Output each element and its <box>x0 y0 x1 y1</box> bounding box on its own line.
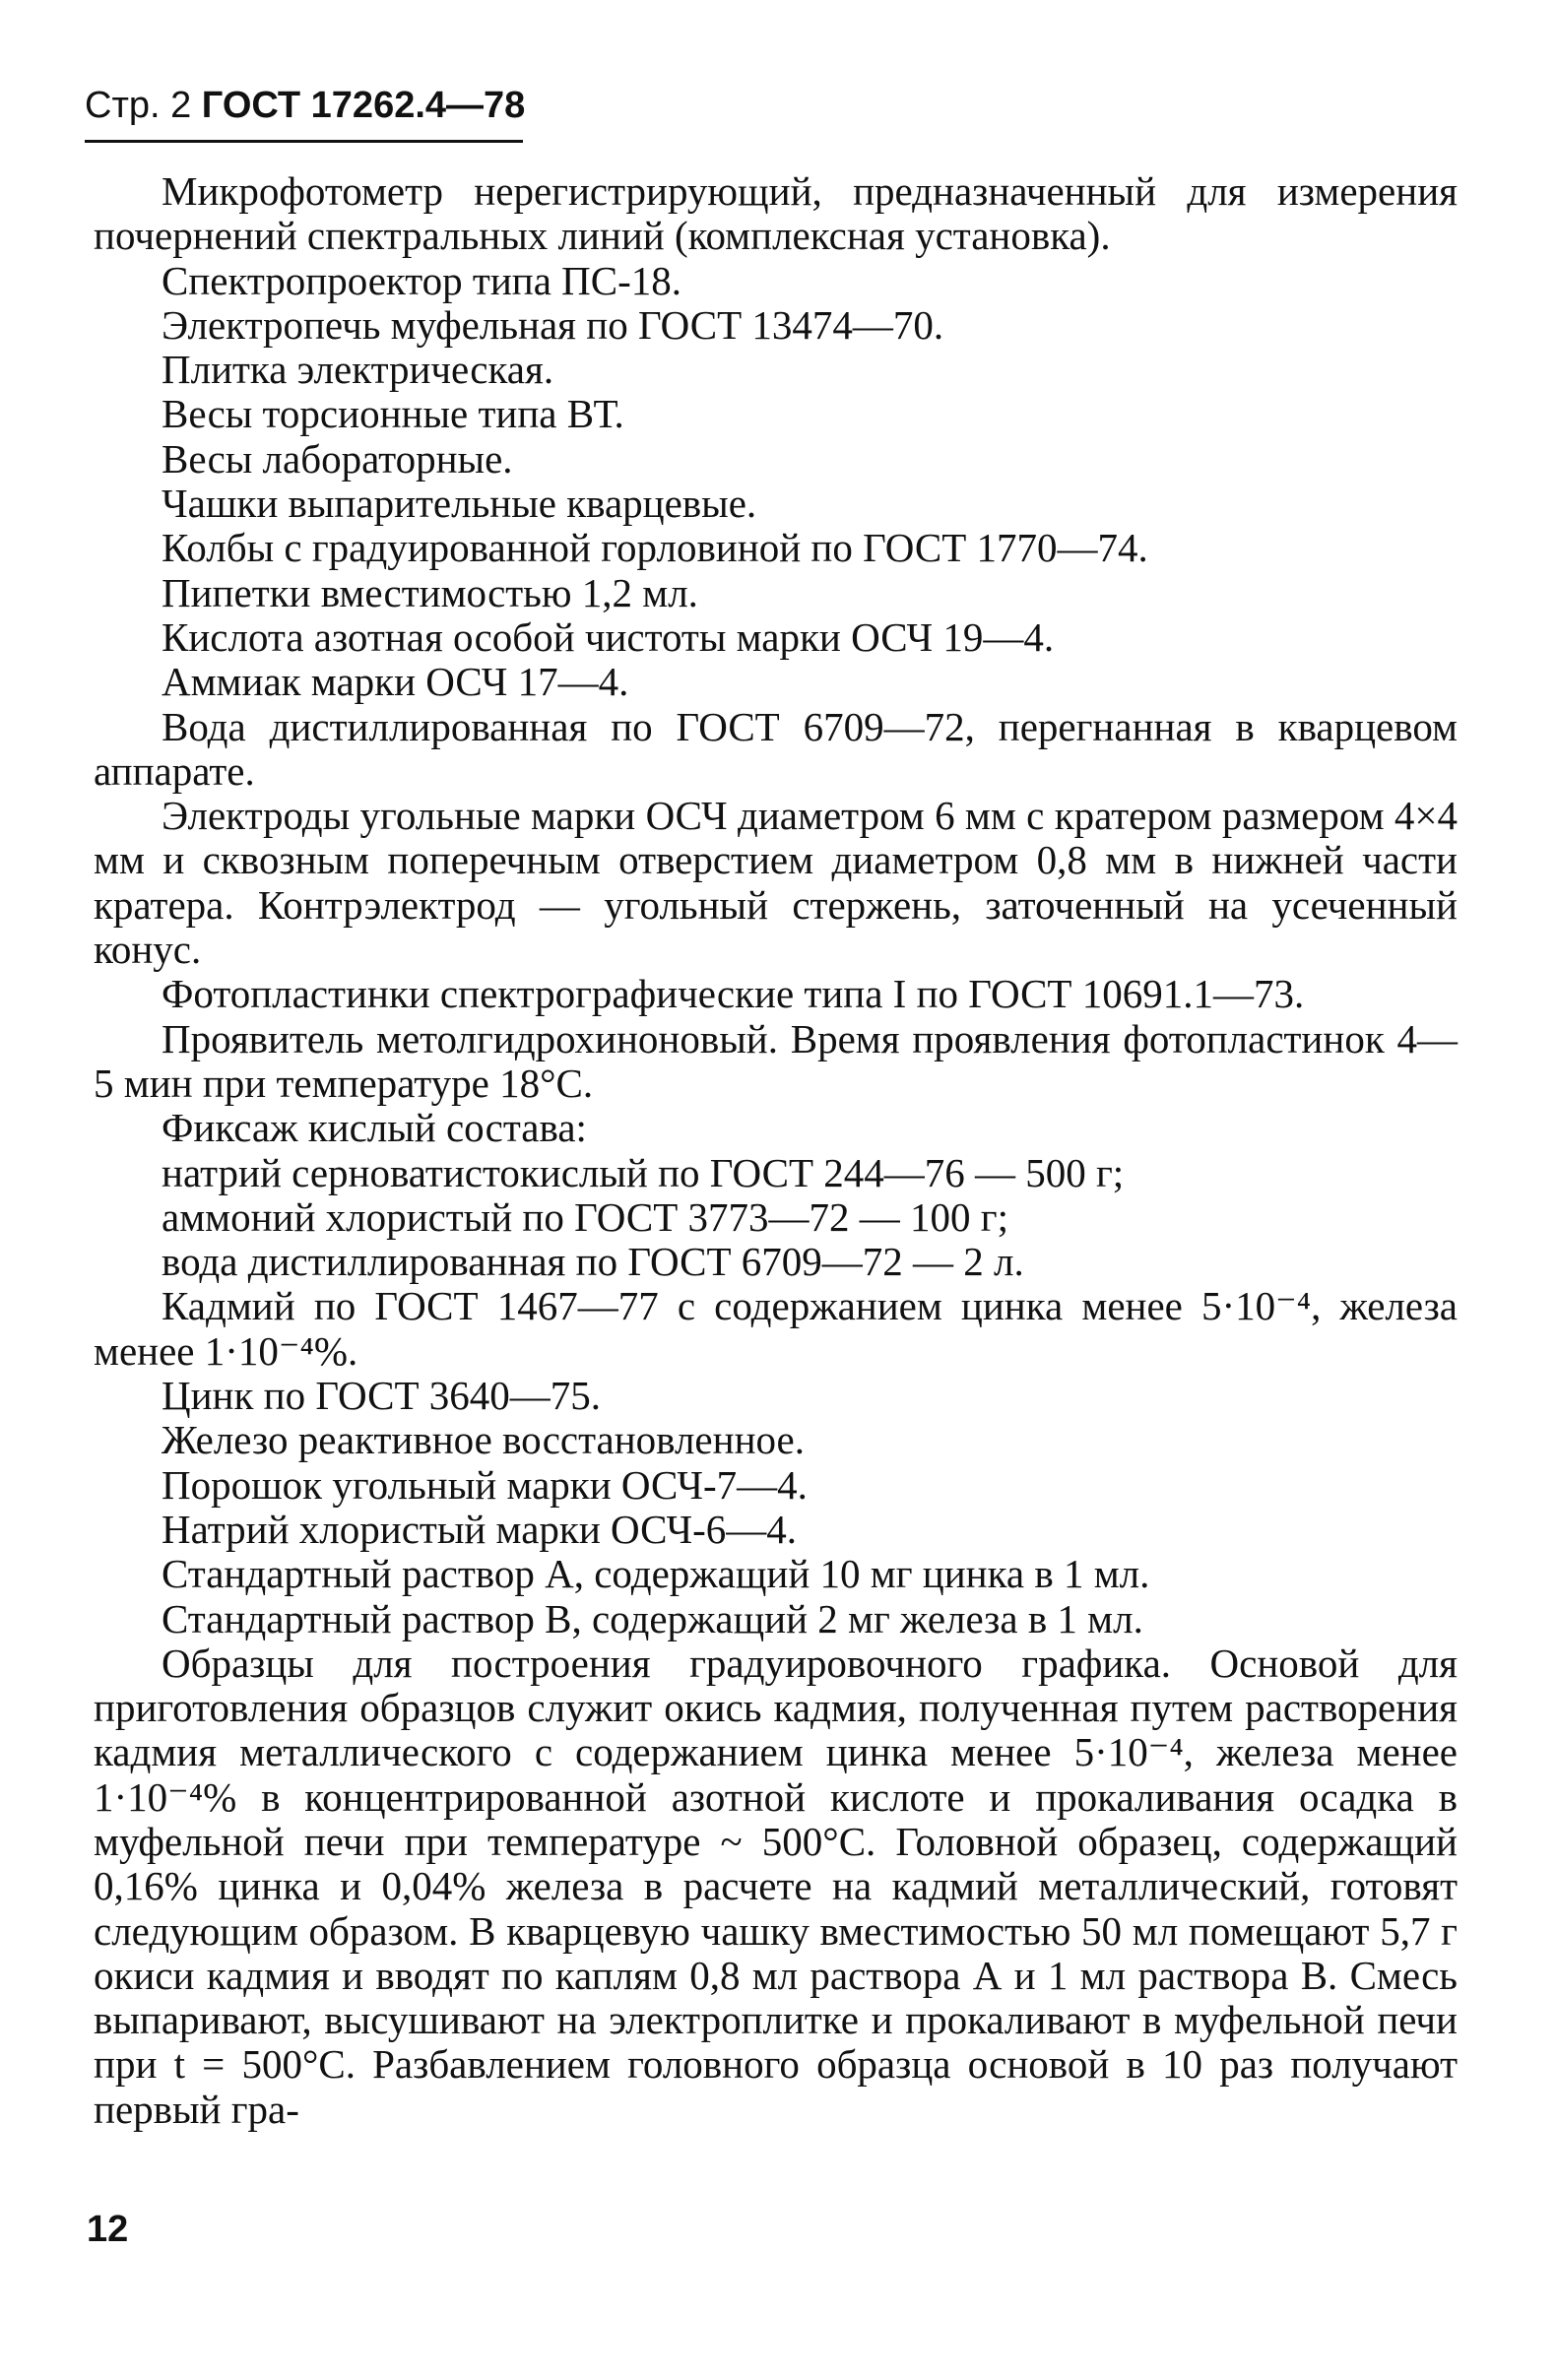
paragraph-spectroprojector: Спектропроектор типа ПС-18. <box>162 257 682 303</box>
paragraph-quartz-dishes: Чашки выпарительные кварцевые. <box>162 481 757 527</box>
paragraph-standard-solution-b: Стандартный раствор В, содержащий 2 мг железа в 1 мл. <box>162 1595 1143 1641</box>
paragraph-distilled-water: Вода дистиллированная по ГОСТ 6709—72, перегнанная в кварцевом аппарате. <box>94 703 1458 794</box>
paragraph-hot-plate: Плитка электрическая. <box>162 347 554 393</box>
paragraph-carbon-powder: Порошок угольный марки ОСЧ-7—4. <box>162 1461 808 1508</box>
paragraph-developer: Проявитель метолгидрохиноновый. Время проявления фотопластинок 4—5 мин при температуре 18°С. <box>94 1015 1458 1106</box>
paragraph-fixer-water: вода дистиллированная по ГОСТ 6709—72 — 2 л. <box>162 1239 1024 1285</box>
paragraph-nitric-acid: Кислота азотная особой чистоты марки ОСЧ 19—4. <box>162 613 1055 660</box>
paragraph-sodium-chloride: Натрий хлористый марки ОСЧ-6—4. <box>162 1506 798 1552</box>
paragraph-iron: Железо реактивное восстановленное. <box>162 1417 805 1463</box>
paragraph-standard-solution-a: Стандартный раствор А, содержащий 10 мг цинка в 1 мл. <box>162 1551 1150 1597</box>
paragraph-calibration-samples: Образцы для построения градуировочного графика. Основой для приготовления образцов служит окись кадмия, полученная путем растворения кадмия металлического с содержанием цинка менее 5·10⁻⁴, железа менее 1·10⁻⁴% в концентрированной азотной кислоте и прокаливания осадка в муфельной печи при температуре ~ 500°С. Головной образец, содержащий 0,16% цинка и 0,04% железа в расчете на кадмий металлический, готовят следующим образом. В кварцевую чашку вместимостью 50 мл помещают 5,7 г окиси кадмия и вводят по каплям 0,8 мл раствора А и 1 мл раствора В. Смесь выпаривают, высушивают на электроплитке и прокаливают в муфельной печи при t = 500°С. Разбавлением головного образца основой в 10 раз получают первый гра- <box>94 1640 1458 2132</box>
paragraph-microphotometer: Микрофотометр нерегистрирующий, предназначенный для измерения почернений спектральных линий (комплексная установка). <box>94 168 1458 259</box>
paragraph-pipettes: Пипетки вместимостью 1,2 мл. <box>162 569 698 615</box>
paragraph-torsion-scales: Весы торсионные типа ВТ. <box>162 391 624 437</box>
standard-number: ГОСТ 17262.4—78 <box>201 85 526 126</box>
body-text <box>94 169 1458 2132</box>
page-label: Стр. 2 <box>85 85 192 126</box>
header-rule <box>85 140 523 143</box>
paragraph-electrodes: Электроды угольные марки ОСЧ диаметром 6 мм с кратером размером 4×4 мм и сквозным поперечным отверстием диаметром 0,8 мм в нижней части кратера. Контрэлектрод — угольный стержень, заточенный на усеченный конус. <box>94 793 1458 973</box>
paragraph-ammonia: Аммиак марки ОСЧ 17—4. <box>162 659 629 705</box>
paragraph-fixer-ammonium: аммоний хлористый по ГОСТ 3773—72 — 100 г; <box>162 1193 1008 1240</box>
paragraph-fixer: Фиксаж кислый состава: <box>162 1105 587 1151</box>
paragraph-zinc: Цинк по ГОСТ 3640—75. <box>162 1373 602 1419</box>
paragraph-cadmium: Кадмий по ГОСТ 1467—77 с содержанием цинка менее 5·10⁻⁴, железа менее 1·10⁻⁴%. <box>94 1283 1458 1374</box>
page-number: 12 <box>87 2209 129 2250</box>
paragraph-muffle-furnace: Электропечь муфельная по ГОСТ 13474—70. <box>162 301 944 348</box>
paragraph-lab-scales: Весы лабораторные. <box>162 435 513 482</box>
paragraph-fixer-thiosulfate: натрий серноватистокислый по ГОСТ 244—76 — 500 г; <box>162 1149 1125 1195</box>
paragraph-flasks: Колбы с градуированной горловиной по ГОСТ 1770—74. <box>162 525 1148 571</box>
paragraph-photoplates: Фотопластинки спектрографические типа I по ГОСТ 10691.1—73. <box>162 971 1305 1017</box>
page-header <box>85 85 525 127</box>
